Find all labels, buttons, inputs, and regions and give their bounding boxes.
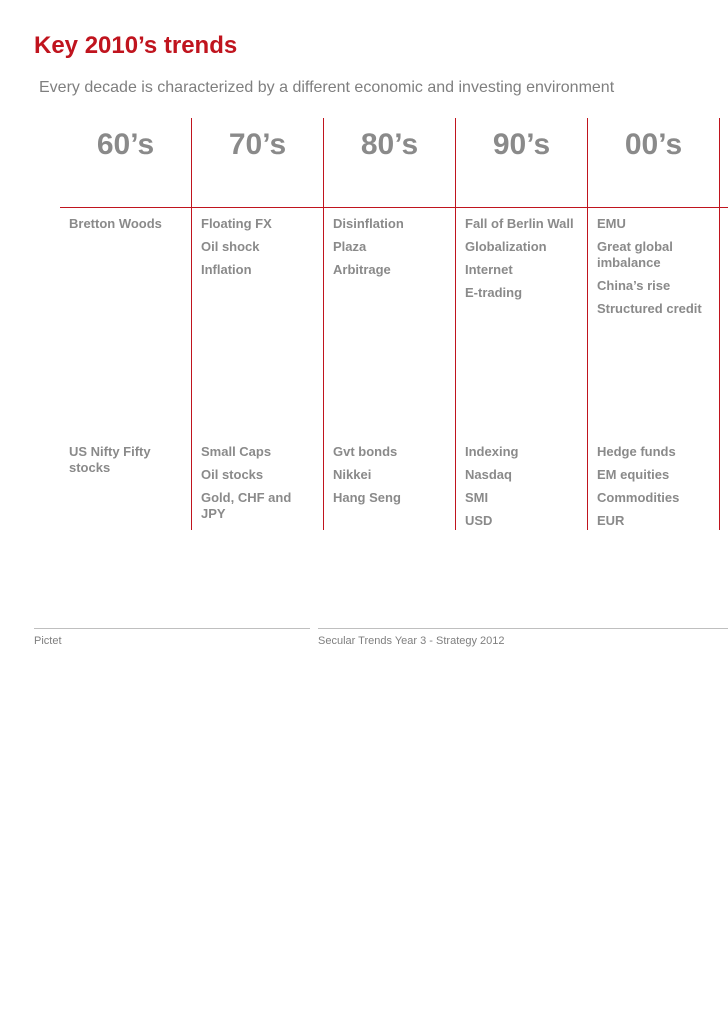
assets-list [201, 444, 317, 529]
column-divider [455, 118, 456, 530]
theme-item: Great global imbalance [597, 239, 673, 270]
decades-table [60, 118, 728, 530]
asset-item: Gvt bonds [333, 444, 398, 459]
decade-heading: 00’s [624, 128, 683, 161]
decade-column-90s [456, 118, 587, 530]
decade-heading: 60’s [96, 128, 155, 161]
themes-list [465, 216, 581, 308]
decade-column-80s [324, 118, 455, 530]
decade-column-70s [192, 118, 323, 530]
themes-list [597, 216, 713, 324]
page-title: Key 2010’s trends [34, 32, 238, 59]
footer-rule [318, 628, 728, 629]
asset-item: Nasdaq [465, 467, 512, 482]
theme-item: Plaza [333, 239, 367, 254]
decade-heading: 90’s [492, 128, 551, 161]
assets-list [333, 444, 449, 513]
asset-item: USD [465, 513, 493, 528]
footer-brand: Pictet [34, 635, 62, 647]
theme-item: EMU [597, 216, 626, 231]
theme-item: Inflation [201, 262, 252, 277]
theme-item: Globalization [465, 239, 547, 254]
column-divider [323, 118, 324, 530]
asset-item: EM equities [597, 467, 670, 482]
header-divider [60, 207, 728, 208]
footer-rule [34, 628, 310, 629]
theme-item: Oil shock [201, 239, 260, 254]
decade-heading: 70’s [228, 128, 287, 161]
themes-list [333, 216, 449, 285]
footer-document-title: Secular Trends Year 3 - Strategy 2012 [318, 635, 505, 647]
asset-item: Hang Seng [333, 490, 401, 505]
theme-item: Bretton Woods [69, 216, 162, 231]
asset-item: Oil stocks [201, 467, 264, 482]
decade-column-60s [60, 118, 191, 530]
theme-item: E-trading [465, 285, 523, 300]
asset-item: SMI [465, 490, 489, 505]
themes-list [69, 216, 185, 239]
theme-item: Disinflation [333, 216, 404, 231]
assets-list [597, 444, 713, 530]
column-divider [191, 118, 192, 530]
asset-item: Indexing [465, 444, 519, 459]
theme-item: Floating FX [201, 216, 272, 231]
decade-heading: 80’s [360, 128, 419, 161]
asset-item: Commodities [597, 490, 680, 505]
theme-item: Structured credit [597, 301, 702, 316]
column-divider [719, 118, 720, 530]
theme-item: Internet [465, 262, 513, 277]
assets-list [69, 444, 185, 483]
themes-list [201, 216, 317, 285]
page-subtitle: Every decade is characterized by a different economic and investing environment [39, 79, 615, 96]
asset-item: Gold, CHF and JPY [201, 490, 292, 521]
asset-item: Small Caps [201, 444, 272, 459]
assets-list [465, 444, 581, 530]
asset-item: Hedge funds [597, 444, 676, 459]
asset-item: EUR [597, 513, 625, 528]
asset-item: Nikkei [333, 467, 372, 482]
column-divider [587, 118, 588, 530]
theme-item: China’s rise [597, 278, 671, 293]
theme-item: Arbitrage [333, 262, 391, 277]
theme-item: Fall of Berlin Wall [465, 216, 574, 231]
asset-item: US Nifty Fifty stocks [69, 444, 151, 475]
decade-column-00s [588, 118, 719, 530]
